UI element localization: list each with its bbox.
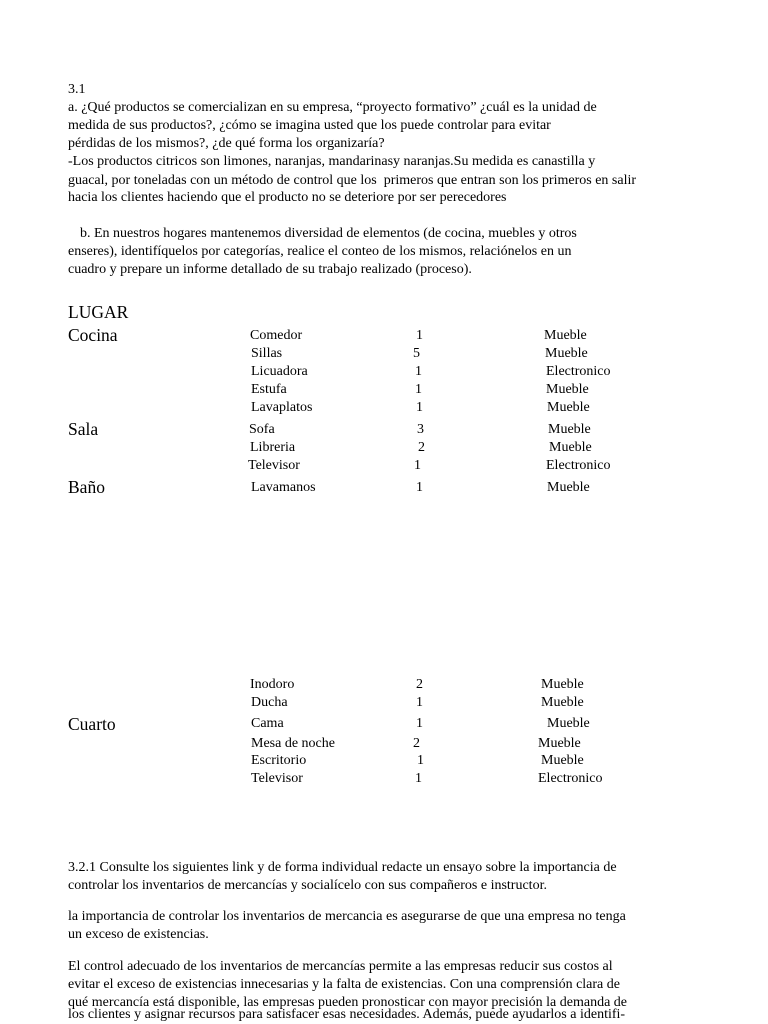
item-qty: 2 bbox=[413, 736, 420, 751]
place-label-sala: Sala bbox=[68, 419, 99, 439]
item-category: Electronico bbox=[538, 771, 603, 786]
item-category: Mueble bbox=[541, 695, 584, 710]
essay-paragraph-line: qué mercancía está disponible, las empresas pueden pronosticar con mayor precisión la demanda de bbox=[68, 995, 628, 1010]
question-b-line: cuadro y prepare un informe detallado de su trabajo realizado (proceso). bbox=[68, 262, 472, 277]
item-category: Mueble bbox=[546, 382, 589, 397]
item-qty: 1 bbox=[415, 382, 422, 397]
item-name: Sillas bbox=[251, 346, 283, 361]
item-category: Mueble bbox=[548, 422, 591, 437]
item-category: Mueble bbox=[547, 400, 590, 415]
item-name: Mesa de noche bbox=[251, 736, 335, 751]
item-name: Estufa bbox=[251, 382, 287, 397]
item-qty: 5 bbox=[413, 346, 420, 361]
section-number: 3.1 bbox=[68, 82, 86, 97]
essay-paragraph-line: los clientes y asignar recursos para satisfacer esas necesidades. Además, puede ayudarlos a identifi- bbox=[68, 1007, 626, 1022]
item-qty: 1 bbox=[416, 695, 423, 710]
item-category: Mueble bbox=[547, 480, 590, 495]
question-a-line: medida de sus productos?, ¿cómo se imagina usted que los puede controlar para evitar bbox=[68, 118, 551, 133]
item-name: Lavamanos bbox=[251, 480, 316, 495]
answer-a-line: -Los productos citricos son limones, naranjas, mandarinasy naranjas.Su medida es canastilla y bbox=[68, 154, 596, 169]
item-qty: 1 bbox=[415, 364, 422, 379]
section-3-2-1-prompt: 3.2.1 Consulte los siguientes link y de forma individual redacte un ensayo sobre la importancia de bbox=[68, 860, 617, 875]
item-name: Televisor bbox=[248, 458, 300, 473]
question-a-line: a. ¿Qué productos se comercializan en su empresa, “proyecto formativo” ¿cuál es la unidad de bbox=[68, 100, 597, 115]
item-category: Electronico bbox=[546, 364, 611, 379]
essay-paragraph-line: evitar el exceso de existencias innecesarias y la falta de existencias. Con una comprensión clara de bbox=[68, 977, 620, 992]
item-name: Libreria bbox=[250, 440, 296, 455]
item-qty: 1 bbox=[416, 480, 423, 495]
item-qty: 1 bbox=[416, 716, 423, 731]
place-label-bano: Baño bbox=[68, 477, 105, 497]
item-name: Televisor bbox=[251, 771, 303, 786]
item-qty: 1 bbox=[416, 400, 423, 415]
essay-paragraph-line: El control adecuado de los inventarios de mercancías permite a las empresas reducir sus costos al bbox=[68, 959, 613, 974]
answer-a-line: hacia los clientes haciendo que el producto no se deteriore por ser perecedores bbox=[68, 190, 507, 205]
item-name: Escritorio bbox=[251, 753, 307, 768]
item-name: Comedor bbox=[250, 328, 303, 343]
essay-paragraph-line: la importancia de controlar los inventarios de mercancia es asegurarse de que una empresa no tenga bbox=[68, 909, 626, 924]
item-category: Mueble bbox=[541, 753, 584, 768]
item-name: Licuadora bbox=[251, 364, 308, 379]
item-category: Mueble bbox=[549, 440, 592, 455]
item-qty: 3 bbox=[417, 422, 424, 437]
question-b-line: b. En nuestros hogares mantenemos diversidad de elementos (de cocina, muebles y otros bbox=[80, 226, 577, 241]
item-category: Mueble bbox=[545, 346, 588, 361]
item-category: Mueble bbox=[538, 736, 581, 751]
item-category: Electronico bbox=[546, 458, 611, 473]
item-name: Ducha bbox=[251, 695, 288, 710]
item-name: Cama bbox=[251, 716, 284, 731]
item-qty: 1 bbox=[416, 328, 423, 343]
item-qty: 2 bbox=[416, 677, 423, 692]
item-category: Mueble bbox=[547, 716, 590, 731]
question-a-line: pérdidas de los mismos?, ¿de qué forma los organizaría? bbox=[68, 136, 385, 151]
item-category: Mueble bbox=[544, 328, 587, 343]
item-name: Sofa bbox=[249, 422, 275, 437]
item-name: Lavaplatos bbox=[251, 400, 313, 415]
question-b-line: enseres), identifíquelos por categorías, realice el conteo de los mismos, relaciónelos en un bbox=[68, 244, 572, 259]
item-category: Mueble bbox=[541, 677, 584, 692]
essay-paragraph-line: un exceso de existencias. bbox=[68, 927, 209, 942]
place-label-cocina: Cocina bbox=[68, 325, 118, 345]
answer-a-line: guacal, por toneladas con un método de control que los primeros que entran son los primeros en salir bbox=[68, 173, 637, 188]
item-qty: 1 bbox=[417, 753, 424, 768]
item-qty: 1 bbox=[415, 771, 422, 786]
item-name: Inodoro bbox=[250, 677, 295, 692]
section-3-2-1-prompt: controlar los inventarios de mercancías y socialícelo con sus compañeros e instructor. bbox=[68, 878, 547, 893]
place-label-cuarto: Cuarto bbox=[68, 714, 116, 734]
item-qty: 2 bbox=[418, 440, 425, 455]
item-qty: 1 bbox=[414, 458, 421, 473]
inventory-header: LUGAR bbox=[68, 302, 129, 322]
